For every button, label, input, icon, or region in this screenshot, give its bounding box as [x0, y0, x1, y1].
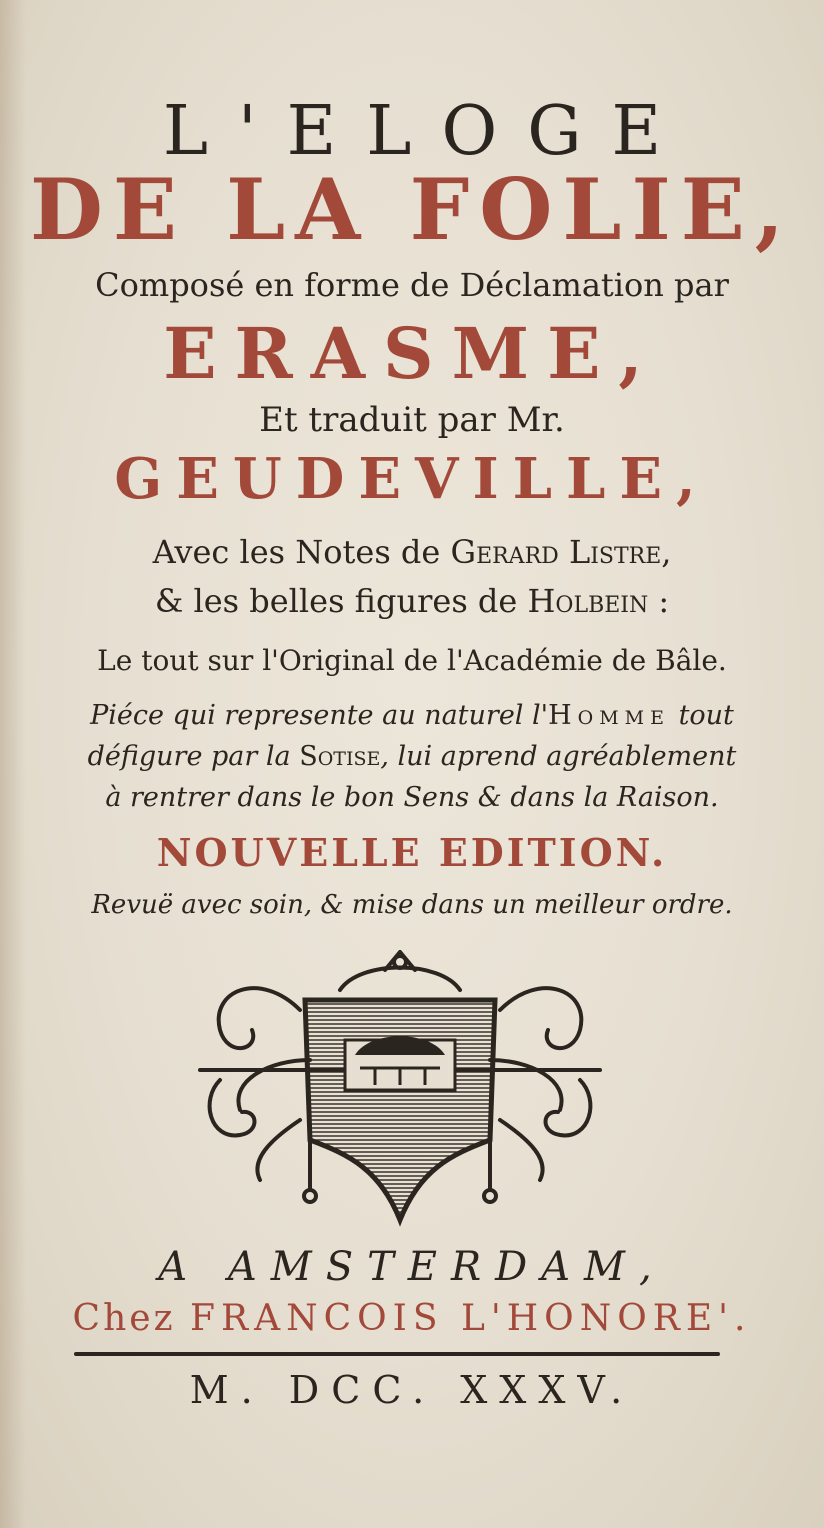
imprint-publisher-line — [0, 1298, 824, 1339]
edition-label: NOUVELLE EDITION. — [156, 830, 668, 875]
title-line-1: L'ELOGE — [162, 92, 692, 171]
figures-line — [0, 582, 824, 620]
printer-vignette-ornament — [190, 950, 610, 1240]
imprint-publisher: FRANCOIS L'HONORE'. — [190, 1298, 752, 1339]
imprint-chez: Chez — [72, 1298, 176, 1339]
description-line-2 — [0, 741, 824, 772]
notes-prefix: Avec les Notes de — [152, 533, 441, 571]
original-line: Le tout sur l'Original de l'Académie de Bâle. — [97, 644, 727, 677]
description-1b: tout — [669, 700, 734, 731]
imprint-year: M. DCC. XXXV. — [189, 1368, 635, 1412]
description-2b: , lui aprend agréablement — [380, 741, 737, 772]
figures-suffix: : — [658, 582, 670, 620]
author-name: ERASME, — [163, 312, 661, 395]
notes-author: Gerard Listre — [450, 533, 662, 571]
figures-artist: Holbein — [527, 582, 649, 620]
imprint-rule — [74, 1352, 720, 1356]
edition-note: Revuë avec soin, & mise dans un meilleur ordre. — [91, 890, 733, 920]
notes-suffix: , — [661, 533, 672, 571]
description-homme: Homme — [548, 700, 670, 731]
figures-prefix: & les belles figures de — [154, 582, 518, 620]
description-1a: Piéce qui represente au naturel l' — [90, 700, 549, 731]
translated-line: Et traduit par Mr. — [259, 400, 565, 440]
notes-line — [0, 533, 824, 571]
translator-name: GEUDEVILLE, — [114, 446, 710, 512]
description-sotise: Sotise — [299, 741, 381, 772]
description-line-3: à rentrer dans le bon Sens & dans la Raison. — [105, 782, 719, 813]
title-line-2: DE LA FOLIE, — [29, 160, 795, 259]
composed-line: Composé en forme de Déclamation par — [95, 266, 729, 304]
description-line-1 — [0, 700, 824, 731]
imprint-place: A AMSTERDAM, — [158, 1244, 666, 1290]
description-2a: défigure par la — [87, 741, 300, 772]
